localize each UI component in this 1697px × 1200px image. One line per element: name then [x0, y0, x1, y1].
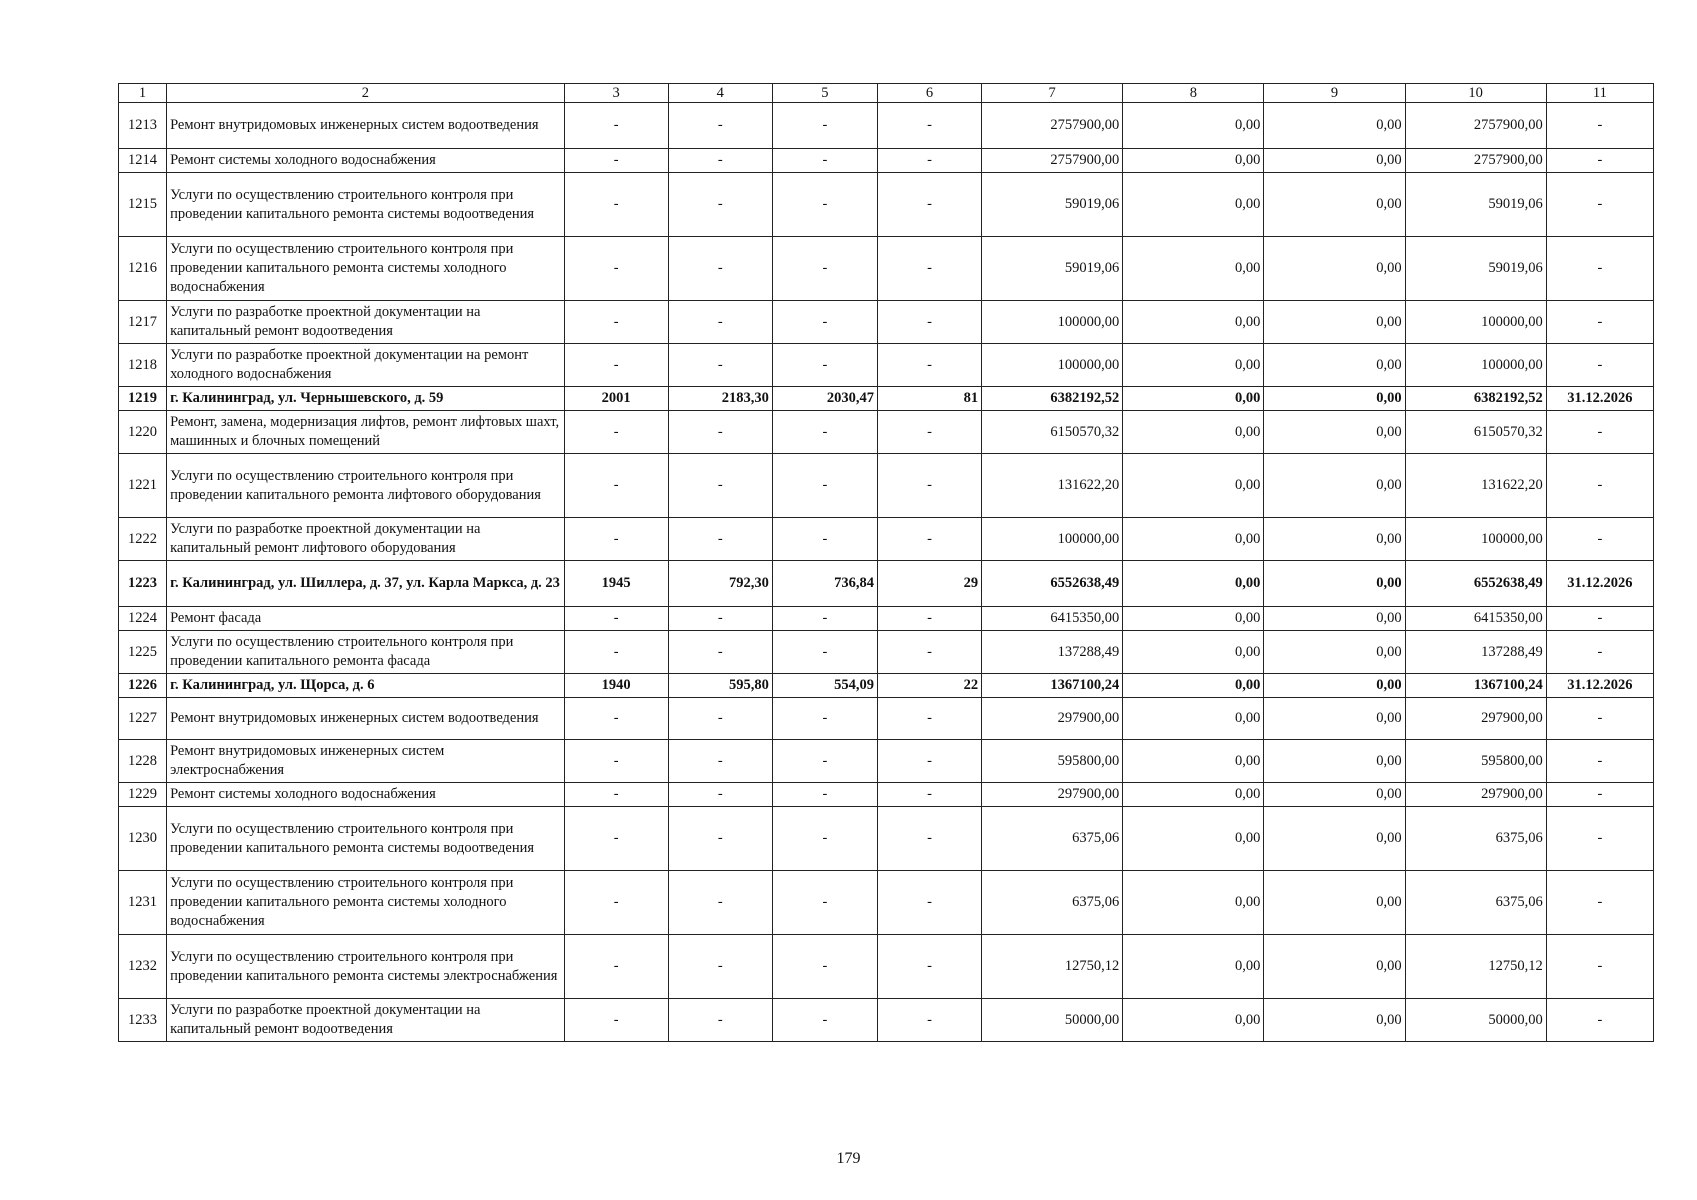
cell-owners-share: 100000,00 [1405, 344, 1546, 387]
cell-budget-share: 0,00 [1264, 454, 1405, 518]
cell-build-year: - [564, 301, 668, 344]
cell-total-cost: 1367100,24 [982, 674, 1123, 698]
cell-owners-share: 6150570,32 [1405, 411, 1546, 454]
cell-residents: - [877, 518, 981, 561]
cell-build-year: - [564, 698, 668, 740]
cell-item-name: г. Калининград, ул. Щорса, д. 6 [167, 674, 565, 698]
cell-total-cost: 131622,20 [982, 454, 1123, 518]
cell-living-area: - [772, 411, 877, 454]
cell-row-number: 1220 [119, 411, 167, 454]
cell-item-name: Услуги по осуществлению строительного контроля при проведении капитального ремонта лифтового оборудования [167, 454, 565, 518]
cell-budget-share: 0,00 [1264, 387, 1405, 411]
cell-row-number: 1233 [119, 999, 167, 1042]
cell-completion-date: - [1546, 149, 1653, 173]
cell-total-cost: 50000,00 [982, 999, 1123, 1042]
cell-item-name: Ремонт системы холодного водоснабжения [167, 783, 565, 807]
cell-living-area: - [772, 149, 877, 173]
cell-completion-date: - [1546, 301, 1653, 344]
cell-completion-date: - [1546, 454, 1653, 518]
cell-total-area: - [668, 999, 772, 1042]
cell-budget-share: 0,00 [1264, 173, 1405, 237]
cell-completion-date: - [1546, 518, 1653, 561]
cell-completion-date: - [1546, 740, 1653, 783]
cell-total-cost: 6415350,00 [982, 607, 1123, 631]
cell-living-area: 2030,47 [772, 387, 877, 411]
cell-fund-share: 0,00 [1123, 149, 1264, 173]
cell-row-number: 1228 [119, 740, 167, 783]
header-cell-10: 10 [1405, 84, 1546, 103]
cell-build-year: - [564, 344, 668, 387]
cell-item-name: Ремонт фасада [167, 607, 565, 631]
cell-completion-date: - [1546, 411, 1653, 454]
cell-residents: - [877, 783, 981, 807]
header-cell-6: 6 [877, 84, 981, 103]
cell-build-year: - [564, 807, 668, 871]
cell-residents: 22 [877, 674, 981, 698]
header-cell-2: 2 [167, 84, 565, 103]
cell-living-area: - [772, 344, 877, 387]
cell-residents: - [877, 344, 981, 387]
cell-owners-share: 59019,06 [1405, 237, 1546, 301]
cell-total-area: - [668, 301, 772, 344]
cell-item-name: г. Калининград, ул. Чернышевского, д. 59 [167, 387, 565, 411]
cell-owners-share: 100000,00 [1405, 301, 1546, 344]
cell-item-name: Услуги по разработке проектной документации на ремонт холодного водоснабжения [167, 344, 565, 387]
header-cell-11: 11 [1546, 84, 1653, 103]
table-row [119, 103, 1654, 149]
cell-fund-share: 0,00 [1123, 674, 1264, 698]
table-row [119, 698, 1654, 740]
table-row [119, 935, 1654, 999]
cell-total-area: - [668, 237, 772, 301]
cell-living-area: - [772, 871, 877, 935]
cell-item-name: Услуги по разработке проектной документации на капитальный ремонт лифтового оборудования [167, 518, 565, 561]
cell-residents: - [877, 301, 981, 344]
cell-budget-share: 0,00 [1264, 607, 1405, 631]
cell-owners-share: 297900,00 [1405, 698, 1546, 740]
table-row [119, 561, 1654, 607]
cell-total-area: - [668, 783, 772, 807]
cell-fund-share: 0,00 [1123, 173, 1264, 237]
table-row [119, 344, 1654, 387]
cell-fund-share: 0,00 [1123, 518, 1264, 561]
cell-residents: - [877, 698, 981, 740]
cell-total-cost: 100000,00 [982, 518, 1123, 561]
cell-build-year: 2001 [564, 387, 668, 411]
cell-total-area: - [668, 607, 772, 631]
cell-build-year: - [564, 103, 668, 149]
cell-build-year: - [564, 871, 668, 935]
cell-owners-share: 12750,12 [1405, 935, 1546, 999]
cell-total-area: 2183,30 [668, 387, 772, 411]
cell-owners-share: 59019,06 [1405, 173, 1546, 237]
cell-build-year: - [564, 740, 668, 783]
cell-budget-share: 0,00 [1264, 631, 1405, 674]
cell-total-cost: 297900,00 [982, 698, 1123, 740]
header-cell-1: 1 [119, 84, 167, 103]
table-row [119, 631, 1654, 674]
cell-fund-share: 0,00 [1123, 561, 1264, 607]
header-cell-5: 5 [772, 84, 877, 103]
cell-budget-share: 0,00 [1264, 149, 1405, 173]
cell-total-cost: 6375,06 [982, 871, 1123, 935]
cell-residents: - [877, 935, 981, 999]
cell-item-name: Ремонт внутридомовых инженерных систем водоотведения [167, 698, 565, 740]
cell-budget-share: 0,00 [1264, 740, 1405, 783]
cell-owners-share: 1367100,24 [1405, 674, 1546, 698]
cell-living-area: - [772, 301, 877, 344]
cell-item-name: Услуги по осуществлению строительного контроля при проведении капитального ремонта системы водоотведения [167, 807, 565, 871]
cell-living-area: - [772, 607, 877, 631]
cell-total-cost: 100000,00 [982, 301, 1123, 344]
table-row [119, 999, 1654, 1042]
cell-fund-share: 0,00 [1123, 344, 1264, 387]
cell-fund-share: 0,00 [1123, 411, 1264, 454]
table-row [119, 411, 1654, 454]
cell-living-area: 554,09 [772, 674, 877, 698]
cell-item-name: Ремонт системы холодного водоснабжения [167, 149, 565, 173]
header-cell-4: 4 [668, 84, 772, 103]
cell-fund-share: 0,00 [1123, 871, 1264, 935]
cell-fund-share: 0,00 [1123, 935, 1264, 999]
cell-budget-share: 0,00 [1264, 301, 1405, 344]
cell-owners-share: 100000,00 [1405, 518, 1546, 561]
cell-completion-date: - [1546, 871, 1653, 935]
cell-row-number: 1215 [119, 173, 167, 237]
cell-completion-date: - [1546, 237, 1653, 301]
cell-owners-share: 137288,49 [1405, 631, 1546, 674]
cell-item-name: Ремонт, замена, модернизация лифтов, ремонт лифтовых шахт, машинных и блочных помещений [167, 411, 565, 454]
cell-fund-share: 0,00 [1123, 999, 1264, 1042]
cell-living-area: - [772, 807, 877, 871]
table-row [119, 454, 1654, 518]
cell-completion-date: - [1546, 344, 1653, 387]
cell-living-area: - [772, 698, 877, 740]
cell-residents: - [877, 607, 981, 631]
header-cell-8: 8 [1123, 84, 1264, 103]
cell-fund-share: 0,00 [1123, 301, 1264, 344]
cell-living-area: - [772, 999, 877, 1042]
cell-total-area: - [668, 935, 772, 999]
cell-budget-share: 0,00 [1264, 999, 1405, 1042]
cell-build-year: 1940 [564, 674, 668, 698]
table-row [119, 237, 1654, 301]
cell-row-number: 1216 [119, 237, 167, 301]
cell-total-cost: 6552638,49 [982, 561, 1123, 607]
table-row [119, 387, 1654, 411]
cell-living-area: - [772, 518, 877, 561]
cell-owners-share: 6552638,49 [1405, 561, 1546, 607]
cell-living-area: 736,84 [772, 561, 877, 607]
cell-fund-share: 0,00 [1123, 454, 1264, 518]
cell-budget-share: 0,00 [1264, 561, 1405, 607]
cell-row-number: 1225 [119, 631, 167, 674]
cell-residents: - [877, 411, 981, 454]
cell-budget-share: 0,00 [1264, 871, 1405, 935]
cell-total-area: - [668, 698, 772, 740]
cell-residents: - [877, 103, 981, 149]
cell-build-year: - [564, 999, 668, 1042]
cell-total-area: 595,80 [668, 674, 772, 698]
cell-owners-share: 297900,00 [1405, 783, 1546, 807]
cell-budget-share: 0,00 [1264, 935, 1405, 999]
cell-completion-date: - [1546, 173, 1653, 237]
cell-row-number: 1219 [119, 387, 167, 411]
cell-owners-share: 6382192,52 [1405, 387, 1546, 411]
cell-completion-date: 31.12.2026 [1546, 561, 1653, 607]
cell-residents: - [877, 807, 981, 871]
cell-living-area: - [772, 103, 877, 149]
cell-total-area: - [668, 807, 772, 871]
cell-residents: - [877, 173, 981, 237]
cell-total-area: - [668, 103, 772, 149]
cell-completion-date: - [1546, 783, 1653, 807]
cell-budget-share: 0,00 [1264, 698, 1405, 740]
cell-total-area: - [668, 149, 772, 173]
cell-residents: 29 [877, 561, 981, 607]
cell-owners-share: 131622,20 [1405, 454, 1546, 518]
header-cell-7: 7 [982, 84, 1123, 103]
table-row [119, 871, 1654, 935]
cell-completion-date: - [1546, 698, 1653, 740]
cell-owners-share: 6375,06 [1405, 807, 1546, 871]
cell-row-number: 1213 [119, 103, 167, 149]
cell-living-area: - [772, 173, 877, 237]
cell-total-cost: 12750,12 [982, 935, 1123, 999]
cell-item-name: г. Калининград, ул. Шиллера, д. 37, ул. Карла Маркса, д. 23 [167, 561, 565, 607]
cell-fund-share: 0,00 [1123, 698, 1264, 740]
cell-item-name: Ремонт внутридомовых инженерных систем водоотведения [167, 103, 565, 149]
cell-fund-share: 0,00 [1123, 607, 1264, 631]
cell-row-number: 1217 [119, 301, 167, 344]
cell-build-year: - [564, 411, 668, 454]
cell-row-number: 1221 [119, 454, 167, 518]
cell-budget-share: 0,00 [1264, 237, 1405, 301]
cell-budget-share: 0,00 [1264, 411, 1405, 454]
cell-item-name: Услуги по осуществлению строительного контроля при проведении капитального ремонта системы холодного водоснабжения [167, 871, 565, 935]
cell-fund-share: 0,00 [1123, 387, 1264, 411]
cell-budget-share: 0,00 [1264, 807, 1405, 871]
cell-item-name: Услуги по разработке проектной документации на капитальный ремонт водоотведения [167, 999, 565, 1042]
column-number-header [119, 84, 1654, 103]
cell-living-area: - [772, 631, 877, 674]
cell-total-area: - [668, 631, 772, 674]
table-row [119, 518, 1654, 561]
cell-residents: - [877, 999, 981, 1042]
cell-build-year: - [564, 149, 668, 173]
cell-total-area: - [668, 411, 772, 454]
cell-total-area: - [668, 871, 772, 935]
cell-owners-share: 595800,00 [1405, 740, 1546, 783]
cell-row-number: 1224 [119, 607, 167, 631]
cell-row-number: 1229 [119, 783, 167, 807]
cell-total-cost: 59019,06 [982, 173, 1123, 237]
cell-total-cost: 297900,00 [982, 783, 1123, 807]
cell-completion-date: - [1546, 807, 1653, 871]
cell-completion-date: - [1546, 607, 1653, 631]
cell-total-cost: 595800,00 [982, 740, 1123, 783]
cell-total-area: - [668, 518, 772, 561]
cell-budget-share: 0,00 [1264, 674, 1405, 698]
cell-row-number: 1222 [119, 518, 167, 561]
cell-total-area: - [668, 173, 772, 237]
cell-item-name: Услуги по разработке проектной документации на капитальный ремонт водоотведения [167, 301, 565, 344]
table-row [119, 740, 1654, 783]
cell-row-number: 1227 [119, 698, 167, 740]
cell-item-name: Услуги по осуществлению строительного контроля при проведении капитального ремонта системы водоотведения [167, 173, 565, 237]
cell-residents: - [877, 454, 981, 518]
table-body [119, 84, 1654, 1042]
table-row [119, 301, 1654, 344]
cell-fund-share: 0,00 [1123, 740, 1264, 783]
cell-residents: - [877, 631, 981, 674]
header-cell-3: 3 [564, 84, 668, 103]
cell-row-number: 1218 [119, 344, 167, 387]
cell-residents: - [877, 871, 981, 935]
cell-total-cost: 59019,06 [982, 237, 1123, 301]
cell-budget-share: 0,00 [1264, 518, 1405, 561]
cell-budget-share: 0,00 [1264, 103, 1405, 149]
cell-owners-share: 50000,00 [1405, 999, 1546, 1042]
cell-completion-date: - [1546, 935, 1653, 999]
cell-total-cost: 6375,06 [982, 807, 1123, 871]
table-row [119, 149, 1654, 173]
cell-total-cost: 2757900,00 [982, 149, 1123, 173]
cell-completion-date: 31.12.2026 [1546, 387, 1653, 411]
table-row [119, 783, 1654, 807]
cell-owners-share: 6415350,00 [1405, 607, 1546, 631]
cell-build-year: - [564, 173, 668, 237]
program-table [118, 83, 1654, 1042]
cell-total-area: - [668, 740, 772, 783]
cell-row-number: 1230 [119, 807, 167, 871]
cell-completion-date: - [1546, 631, 1653, 674]
cell-budget-share: 0,00 [1264, 344, 1405, 387]
cell-total-cost: 6150570,32 [982, 411, 1123, 454]
table-row [119, 674, 1654, 698]
cell-build-year: - [564, 454, 668, 518]
cell-living-area: - [772, 237, 877, 301]
cell-row-number: 1231 [119, 871, 167, 935]
cell-fund-share: 0,00 [1123, 807, 1264, 871]
cell-build-year: - [564, 237, 668, 301]
cell-row-number: 1226 [119, 674, 167, 698]
cell-total-cost: 100000,00 [982, 344, 1123, 387]
cell-fund-share: 0,00 [1123, 237, 1264, 301]
cell-total-area: - [668, 454, 772, 518]
cell-build-year: 1945 [564, 561, 668, 607]
cell-total-cost: 137288,49 [982, 631, 1123, 674]
page-number: 179 [836, 1150, 861, 1167]
cell-item-name: Услуги по осуществлению строительного контроля при проведении капитального ремонта фасада [167, 631, 565, 674]
cell-build-year: - [564, 518, 668, 561]
cell-item-name: Услуги по осуществлению строительного контроля при проведении капитального ремонта системы электроснабжения [167, 935, 565, 999]
cell-total-cost: 6382192,52 [982, 387, 1123, 411]
cell-build-year: - [564, 935, 668, 999]
cell-fund-share: 0,00 [1123, 631, 1264, 674]
cell-living-area: - [772, 783, 877, 807]
cell-fund-share: 0,00 [1123, 103, 1264, 149]
cell-build-year: - [564, 631, 668, 674]
cell-row-number: 1223 [119, 561, 167, 607]
cell-fund-share: 0,00 [1123, 783, 1264, 807]
cell-total-area: 792,30 [668, 561, 772, 607]
cell-owners-share: 2757900,00 [1405, 103, 1546, 149]
cell-completion-date: - [1546, 103, 1653, 149]
table-row [119, 807, 1654, 871]
cell-living-area: - [772, 740, 877, 783]
cell-completion-date: - [1546, 999, 1653, 1042]
cell-living-area: - [772, 454, 877, 518]
cell-residents: - [877, 149, 981, 173]
table-row [119, 607, 1654, 631]
cell-build-year: - [564, 607, 668, 631]
cell-total-area: - [668, 344, 772, 387]
cell-completion-date: 31.12.2026 [1546, 674, 1653, 698]
table-row [119, 173, 1654, 237]
cell-budget-share: 0,00 [1264, 783, 1405, 807]
cell-item-name: Услуги по осуществлению строительного контроля при проведении капитального ремонта системы холодного водоснабжения [167, 237, 565, 301]
cell-living-area: - [772, 935, 877, 999]
cell-residents: 81 [877, 387, 981, 411]
cell-owners-share: 6375,06 [1405, 871, 1546, 935]
cell-build-year: - [564, 783, 668, 807]
cell-row-number: 1232 [119, 935, 167, 999]
cell-item-name: Ремонт внутридомовых инженерных систем электроснабжения [167, 740, 565, 783]
header-cell-9: 9 [1264, 84, 1405, 103]
cell-owners-share: 2757900,00 [1405, 149, 1546, 173]
cell-residents: - [877, 740, 981, 783]
cell-row-number: 1214 [119, 149, 167, 173]
cell-total-cost: 2757900,00 [982, 103, 1123, 149]
cell-residents: - [877, 237, 981, 301]
